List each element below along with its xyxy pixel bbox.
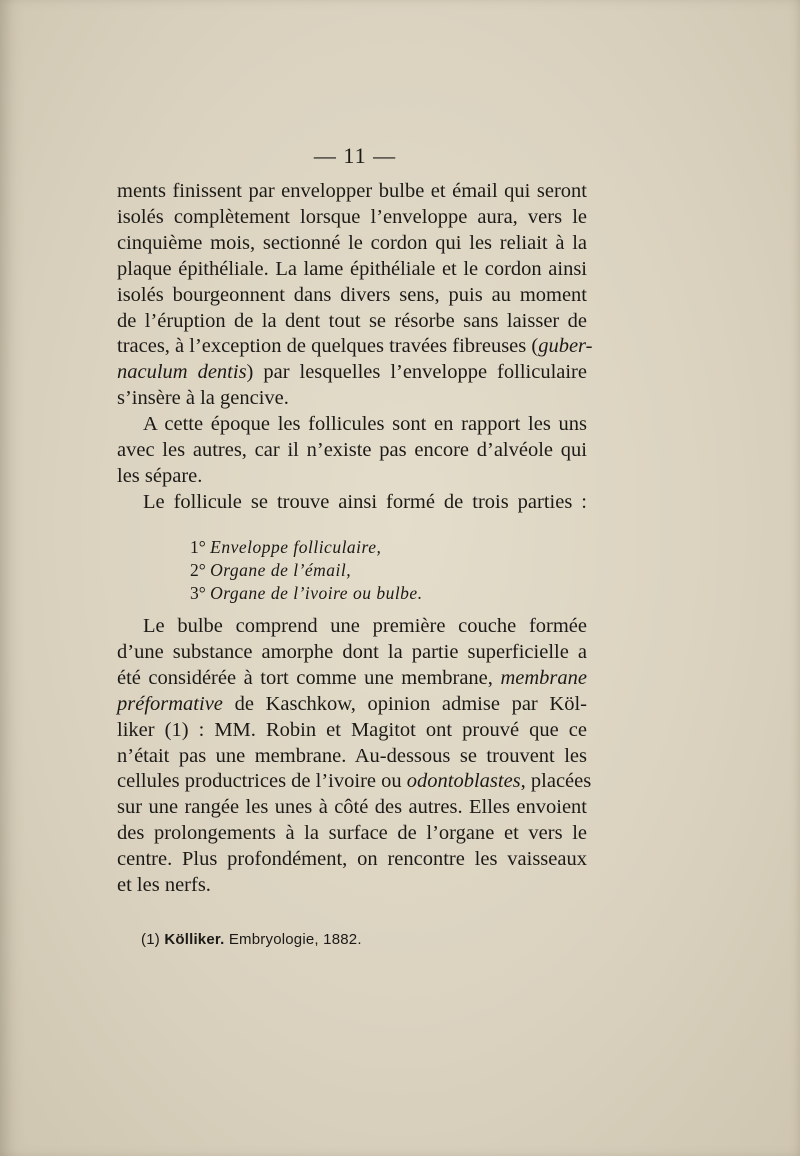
list-item xyxy=(190,536,423,559)
text-fragment: cellules productrices de l’ivoire ou xyxy=(117,770,407,793)
text-line: s’insère à la gencive. xyxy=(117,387,289,410)
text-line: des prolongements à la surface de l’organe et vers le xyxy=(117,822,587,845)
text-line xyxy=(117,769,592,795)
text-line: avec les autres, car il n’existe pas encore d’alvéole qui xyxy=(117,439,587,462)
text-line xyxy=(117,666,587,692)
text-fragment: , placées xyxy=(520,770,592,793)
list-item xyxy=(190,582,423,605)
text-line: A cette époque les follicules sont en rapport les uns xyxy=(143,413,587,436)
text-line: d’une substance amorphe dont la partie superficielle a xyxy=(117,640,587,663)
text-line: et les nerfs. xyxy=(117,874,211,897)
italic-term: odontoblastes xyxy=(406,770,521,793)
body-text-bottom xyxy=(117,614,592,899)
text-line: Le bulbe comprend une première couche formée xyxy=(143,615,587,637)
list-number: 1° xyxy=(190,537,206,557)
text-line: n’était pas une membrane. Au-dessous se trouvent les xyxy=(117,744,587,767)
list-item-text: Organe de l’émail, xyxy=(210,560,352,580)
footnote xyxy=(141,931,362,948)
text-fragment: été considérée à tort comme une membrane, xyxy=(117,666,501,689)
numbered-list xyxy=(190,536,423,605)
text-line xyxy=(117,360,587,386)
text-line: les sépare. xyxy=(117,464,203,487)
text-line xyxy=(117,692,587,718)
text-line: liker (1) : MM. Robin et Magitot ont prouvé que ce xyxy=(117,718,587,741)
list-number: 3° xyxy=(190,583,206,603)
list-number: 2° xyxy=(190,560,206,580)
text-line: de l’éruption de la dent tout se résorbe sans laisser de xyxy=(117,309,587,332)
list-item-text: Organe de l’ivoire ou bulbe. xyxy=(210,583,423,603)
text-line: cinquième mois, sectionné le cordon qui les reliait à la xyxy=(117,231,587,254)
footnote-author: Kölliker. xyxy=(164,931,225,948)
list-item-text: Enveloppe folliculaire, xyxy=(210,537,382,557)
text-line: isolés bourgeonnent dans divers sens, puis au moment xyxy=(117,283,587,306)
text-line: Le follicule se trouve ainsi formé de trois parties : xyxy=(143,490,587,513)
italic-term: préformative xyxy=(117,692,223,715)
body-text-top xyxy=(117,179,593,516)
text-line: sur une rangée les unes à côté des autres. Elles envoient xyxy=(117,796,587,819)
page-number: — 11 — xyxy=(313,143,397,168)
italic-term: naculum dentis xyxy=(117,361,247,384)
text-line: plaque épithéliale. La lame épithéliale et le cordon ainsi xyxy=(117,257,587,280)
text-line: ments finissent par envelopper bulbe et émail qui seront xyxy=(117,180,587,202)
text-line xyxy=(117,334,593,360)
italic-term: guber- xyxy=(538,335,593,358)
text-fragment: traces, à l’exception de quelques travées fibreuses ( xyxy=(117,335,539,358)
text-fragment: de Kaschkow, opinion admise par Köl- xyxy=(222,692,587,715)
text-line: isolés complètement lorsque l’enveloppe aura, vers le xyxy=(117,205,587,228)
italic-term: membrane xyxy=(500,666,587,689)
text-line: centre. Plus profondément, on rencontre les vaisseaux xyxy=(117,848,587,871)
text-fragment: ) par lesquelles l’enveloppe folliculaire xyxy=(246,361,587,384)
footnote-mark: (1) xyxy=(141,931,165,948)
list-item xyxy=(190,559,423,582)
footnote-title: Embryologie, 1882. xyxy=(224,931,362,948)
